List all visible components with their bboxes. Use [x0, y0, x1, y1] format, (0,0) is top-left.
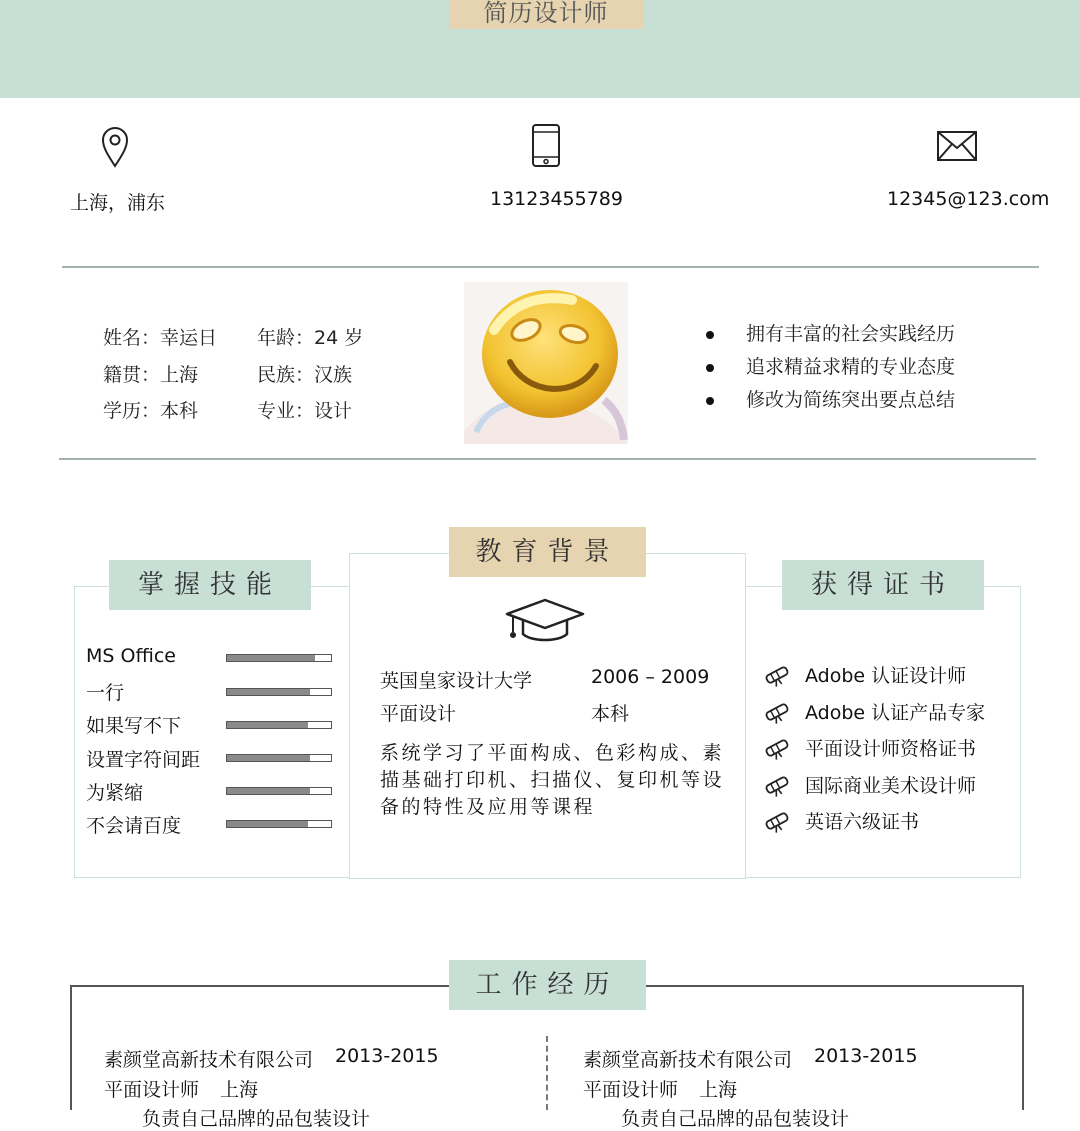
work-city: 上海: [220, 1079, 259, 1101]
work-years: 2013-2015: [335, 1045, 439, 1067]
skill-name: 设置字符间距: [86, 749, 201, 771]
work-role: 平面设计师: [583, 1079, 679, 1101]
certificate-item: 平面设计师资格证书: [805, 738, 977, 760]
highlight-item: 拥有丰富的社会实践经历: [746, 318, 955, 351]
certificate-item: Adobe 认证设计师: [805, 665, 967, 687]
diploma-icon: [763, 737, 791, 759]
profile-origin: 籍贯：上海: [103, 364, 199, 386]
work-city: 上海: [699, 1079, 738, 1101]
profile-photo: [464, 282, 628, 444]
skill-bar-fill: [227, 689, 310, 695]
skill-bar-fill: [227, 755, 310, 761]
skill-bar: [226, 654, 332, 662]
highlight-item: 修改为简练突出要点总结: [746, 384, 955, 417]
diploma-icon: [763, 774, 791, 796]
skills-heading: 掌握技能: [109, 560, 311, 610]
profile-ethnicity: 民族：汉族: [257, 364, 353, 386]
certificates-heading: 获得证书: [782, 560, 984, 610]
diploma-icon: [763, 810, 791, 832]
diploma-icon: [763, 701, 791, 723]
skill-name: 一行: [86, 682, 125, 704]
profile-highlights: [746, 318, 955, 417]
graduation-cap-icon: [505, 598, 585, 644]
skill-bar-fill: [227, 655, 315, 661]
mobile-phone-icon: [526, 124, 566, 168]
page-title: 简历设计师: [449, 0, 643, 29]
divider: [62, 266, 1039, 268]
divider: [59, 458, 1036, 460]
education-heading: 教育背景: [449, 527, 646, 577]
education-school: 英国皇家设计大学: [380, 670, 533, 692]
highlight-item: 追求精益求精的专业态度: [746, 351, 955, 384]
skill-name: MS Office: [86, 645, 176, 667]
certificate-item: 英语六级证书: [805, 811, 920, 833]
mail-envelope-icon: [937, 124, 977, 168]
skill-name: 为紧缩: [86, 782, 144, 804]
skill-bar: [226, 820, 332, 828]
skill-bar: [226, 754, 332, 762]
location-pin-icon: [95, 124, 135, 168]
certificate-item: Adobe 认证产品专家: [805, 702, 986, 724]
diploma-icon: [763, 664, 791, 686]
work-column-divider: [546, 1036, 548, 1110]
work-role: 平面设计师: [104, 1079, 200, 1101]
skill-bar: [226, 787, 332, 795]
work-company: 素颜堂高新技术有限公司: [583, 1049, 793, 1071]
certificates-panel: [745, 586, 1021, 878]
work-detail: 负责自己品牌的品包装设计: [621, 1108, 850, 1130]
contact-location: 上海，浦东: [70, 192, 166, 214]
skill-bar: [226, 688, 332, 696]
profile-name: 姓名：幸运日: [103, 327, 218, 349]
work-heading: 工作经历: [449, 960, 646, 1010]
work-detail: 负责自己品牌的品包装设计: [142, 1108, 371, 1130]
profile-major: 专业：设计: [257, 400, 353, 422]
skill-name: 如果写不下: [86, 715, 182, 737]
skill-bar-fill: [227, 821, 308, 827]
education-major: 平面设计: [380, 703, 457, 725]
work-company: 素颜堂高新技术有限公司: [104, 1049, 314, 1071]
education-description: 系统学习了平面构成、色彩构成、素描基础打印机、扫描仪、复印机等设备的特性及应用等课程: [380, 742, 725, 818]
contact-email: 12345@123.com: [887, 188, 1050, 210]
certificate-item: 国际商业美术设计师: [805, 775, 977, 797]
profile-education: 学历：本科: [103, 400, 199, 422]
skill-bar-fill: [227, 722, 308, 728]
profile-age: 年龄：24 岁: [257, 327, 364, 349]
skill-bar: [226, 721, 332, 729]
work-years: 2013-2015: [814, 1045, 918, 1067]
skill-bar-fill: [227, 788, 310, 794]
contact-phone: 13123455789: [490, 188, 623, 210]
education-degree: 本科: [591, 703, 630, 725]
skill-name: 不会请百度: [86, 815, 182, 837]
education-years: 2006 – 2009: [591, 666, 710, 688]
